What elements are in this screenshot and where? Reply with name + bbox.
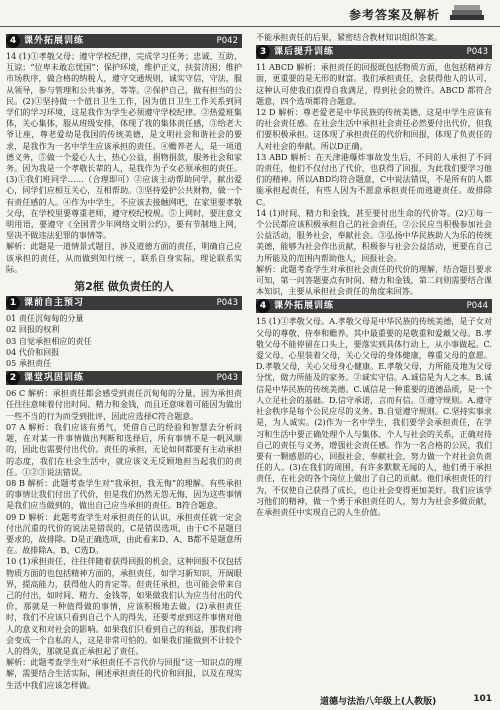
answer-15: 15 (1)①孝敬父母。A.孝敬父母是中华民族的传统美德，是子女对父母的尊敬、侍奉和赡养。其中最重要的是敬重和爱戴父母。B.孝敬父母不能停留在口头上，要落实到具体行动上，从小事做起。C.爱父母、心里装着父母，关心父母的身体健康，尊重父母的意愿。D.孝敬父母，关心父母身心健康。E.孝敬父母，力所能及地为父母分忧，做力所能及的家务。②诚实守信。A.诚信是为人之本。B.诚信是中华民族的传统美德。C.诚信是一种重要的道德品质，是一个人立足社会的基础。D.信守承诺，言而有信。③遵守规则。A.遵守社会秩序是每个公民应尽的义务。B.自觉遵守规则。C.坚持实事求是，为人诚实。(2)作为一名中学生，我们要学会承担责任，在学习和生活中要正确处理个人与集体、个人与社会的关系，正确对待自己的责任与义务，增强社会责任感。作为一名合格的公民，我们要有一颗感恩的心，回报社会、奉献社会，努力做一个对社会负责任的人。(3)在我们的周围，有许多默默无闻的人，他们勇于承担责任，在社会的各个岗位上做出了自己的贡献。他们承担责任的行为，不仅使自己获得了成长，也让社会变得更加美好。我们应该学习他们的精神，做一个勇于承担责任的人，努力为社会多做贡献，在承担责任中实现自己的人生价值。: [256, 316, 492, 517]
answer-13: 13 ABD 解析：在天津港爆炸事故发生后，不同的人承担了不同的责任，他们不仅付出了代价，也获得了回报，为此我们要学习他们的精神。所以ABD均符合题意，C中说法错误，不是所有的人都能承担起责任，有些人因为不愿意承担责任而逃避责任。故排除C。: [256, 151, 492, 207]
section-bar-consolidation: [6, 371, 242, 385]
bar-number: 4: [6, 34, 20, 48]
analysis-10: 解析：此题考查学生对“承担责任不言代价与回报”这一知识点的理解，需要结合生活实际，阐述承担责任的代价和回报，以及在现实生活中我们应该怎样做。: [6, 657, 242, 690]
preview-item: 01 责任沉甸甸的分量: [6, 313, 84, 324]
right-column: [256, 32, 492, 518]
bar-page-ref: P043: [216, 298, 238, 309]
answer-12: 12 D 解析：尊老爱老是中华民族的传统美德，这是中学生应该有的社会责任感。在社会生活中承担社会责任必然要付出代价，但我们要积极承担。这体现了承担责任的代价和回报，体现了负责任的人对社会的奉献。所以D正确。: [256, 107, 492, 151]
bar-label: 课外拓展训练: [274, 301, 335, 312]
analysis-14: 解析：此题是一道情景式题目，涉及道德方面的责任，明确自己应该承担的责任，从而做到知行统一，联系自身实际，理论联系实际。: [6, 241, 242, 274]
page-header: [0, 0, 500, 27]
preview-item: 04 代价和回报: [6, 346, 60, 357]
answer-14: 14 (1)①孝敬父母；遵守学校纪律，完成学习任务；忠诚、互助、互谅；“位卑未敢忘忧国”；保护环境，维护正义，扶贫济困；维护市场秩序，做合格的纳税人，遵守交通规则，诚实守信，守法，服从领导，参与管理和公共事务，等等。②保护自己，做有担当的公民。(2)①坚持做一个值日卫生工作，因为值日卫生工作关系到同学们的学习环境，这是我作为学生必须遵守学校纪律。②热爱班集体，关心集体，服从班级安排，体现了我的集体责任感，③给老大爷让座，尊老爱幼是我国的传统美德，是文明社会和谐社会的要求，是我作为一名中学生应该承担的责任。④赡养老人，是一项道德义务，⑤做一个爱心人士，热心公益，捐物捐款，服务社会和家务。因为我是一个孝敬长辈的人，是我作为子女必须承担的责任。(3)①我们班同学……（合理即可）②应该主动帮助同学，献出爱心，同学们应相互关心，互相帮助。③坚持爱护公共财物，做一个有责任感的人。④作为中学生，不应该去接触网吧，在家里要孝敬父母，在学校里要尊重老师，遵守校纪校规。⑤上网时，要注意文明用语，要遵守《全国青少年网络文明公约》，要有节制地上网，坚决不做违法犯罪的事情等。: [6, 51, 242, 241]
footer-book-title: 道德与法治八年级上(人教版): [320, 697, 437, 707]
section-bar-improvement: [256, 45, 492, 59]
bar-page-ref: P042: [216, 36, 238, 46]
preview-item: 03 自觉承担相应的责任: [6, 335, 92, 346]
bar-page-ref: P043: [216, 373, 238, 384]
bar-label: 课堂巩固训练: [24, 373, 85, 384]
section-title: 第2框 做负责任的人: [74, 280, 174, 294]
page-footer: [320, 694, 498, 708]
bar-page-ref: P043: [466, 47, 488, 58]
analysis-14: 解析：此题考查学生对承担社会责任的代价的理解，结合题目要求可知，第一问答题要点有时间、精力和金钱，第二问则需要结合课本知识，主要从承担社会责任的角度来回答。: [256, 263, 492, 297]
left-column: [6, 32, 242, 691]
section-bar-extension: [6, 34, 242, 48]
bar-number: 3: [256, 45, 270, 59]
bar-label: 课外拓展训练: [24, 36, 85, 46]
continued-text: 不能承担责任的后果，紧密结合教材知识组织答案。: [256, 32, 443, 42]
header-title: 参考答案及解析: [348, 8, 440, 22]
bar-number: 4: [256, 299, 270, 313]
bar-number: 2: [6, 371, 20, 385]
answer-14: 14 (1)时间、精力和金钱，甚至要付出生命的代价等。(2)①每一个公民都应该积极承担自己的社会责任，②公民应当积极参加社会公益活动，服务社会，奉献社会。③弘扬中华民族助人为乐的传统美德，能够为社会作出贡献，积极参与社会公益活动，更要在自己力所能及的范围内帮助他人，回报社会。: [256, 207, 492, 263]
answer-09: 09 D 解析：此题考查学生对承担责任的认识，承担责任就一定会付出沉重的代价的说法是错误的，C是错误选项，由于C不是题目要求的，故排除。D是正确选项，由此看来D、A、B都不是题意所在。故排除A、B、C选D。: [6, 511, 242, 556]
preview-item: 05 承担责任: [6, 358, 52, 369]
section-bar-extension: [256, 299, 492, 313]
books-icon: [448, 3, 488, 23]
bar-label: 课前自主预习: [24, 298, 85, 309]
answer-11: 11 ABCD 解析：承担责任的回报既包括物质方面，也包括精神方面，更重要的是无形的财富。我们承担责任，会获得他人的认可，这种认可使我们获得自我满足，得到社会的赞许。ABCD 都符合题意，四个选项都符合题意。: [256, 62, 492, 106]
answer-08: 08 B 解析：此题考查学生对“我承担，我无悔”的理解。有些承担的事情让我们付出了代价，但是我们仍然无怨无悔，因为这些事情是我们应当做到的，做出自己应当承担的责任。B符合题意。: [6, 477, 242, 511]
answer-10: 10 (1)承担责任，往往伴随着获得回报的机会，这种回报不仅包括物质方面的也包括精神方面的，承担责任，如学习新知识，开阔眼界，提高能力，获得他人的肯定等。但责任承担，也可能会带来自己的付出，如时间、精力、金钱等，如果做我们认为应当付出的代价，那就是一种值得做的事情，应该积极地去做。(2)承担责任时，我们不应该只看到自己个人的得失，还要考虑到这件事情对他人的意义和对社会的影响。如果我们只看到自己的利益，那我们将会变成一个自私的人，这是非常可怕的。如果我们能做到不计较个人的得失，那就是真正承担起了责任。: [6, 556, 242, 656]
preview-item: 02 回报的权利: [6, 324, 60, 335]
answer-07: 07 A 解析：我们应该有勇气，凭借自己的经验和智慧去分析问题，在对某一件事情做出判断和选择后，所有事情不是一帆风顺的，因此也需要付出代价。责任的承担，无论如何都要有主动承担的态度，我们在社会生活中，就应该义无反顾地担当起我们的责任。①②③说法错误。: [6, 421, 242, 477]
bar-page-ref: P044: [466, 301, 488, 312]
answer-06: 06 C 解析：承担责任都会感受到责任沉甸甸的分量，因为承担责任往往意味着付出时间、精力和金钱，而且还意味着可能因为做出一些不当的行为而受到批评，因此应选择C符合题意。: [6, 388, 242, 421]
bar-label: 课后提升训练: [274, 47, 335, 58]
page-number: 101: [473, 694, 492, 704]
bar-number: 1: [6, 296, 20, 310]
section-bar-preview: [6, 296, 242, 310]
